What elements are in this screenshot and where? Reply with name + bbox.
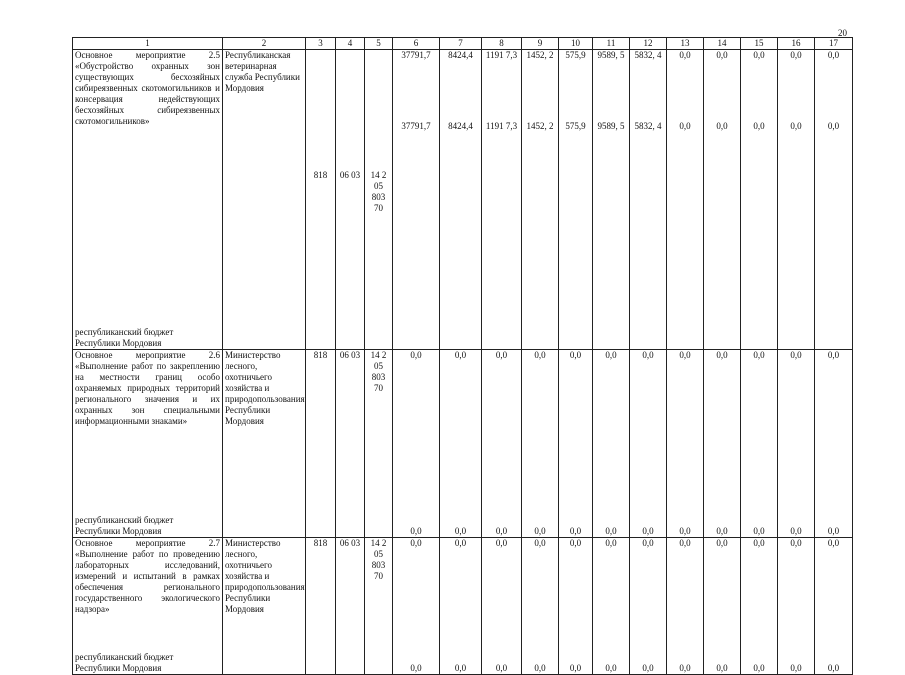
code-col-4: 06 03 [336, 50, 365, 350]
value-budget: 0,0 [753, 526, 765, 536]
value-budget: 0,0 [495, 526, 508, 536]
header-col-6: 6 [393, 38, 440, 50]
value-total: 0,0 [679, 350, 691, 360]
value-budget: 0,0 [679, 121, 691, 131]
value-cell-col-11 [593, 538, 630, 675]
value-budget: 0,0 [716, 121, 728, 131]
value-budget: 0,0 [534, 526, 546, 536]
executor-cell: Министерство лесного, охотничьего хозяйства и природопользования Республики Мордовия [223, 538, 306, 675]
value-total: 0,0 [534, 350, 546, 360]
header-col-12: 12 [630, 38, 667, 50]
value-total: 1191 7,3 [485, 50, 518, 60]
value-budget: 37791,7 [401, 121, 431, 131]
header-col-13: 13 [667, 38, 704, 50]
header-col-11: 11 [593, 38, 630, 50]
header-col-17: 17 [815, 38, 853, 50]
value-cell-col-6 [393, 538, 440, 675]
value-total: 0,0 [495, 538, 508, 548]
table-row [73, 50, 853, 350]
header-col-8: 8 [482, 38, 522, 50]
value-cell-col-11 [593, 50, 630, 350]
value-budget: 0,0 [716, 663, 728, 673]
value-budget: 0,0 [569, 663, 582, 673]
executor-cell: Республиканская ветеринарная служба Республики Мордовия [223, 50, 306, 350]
code-col-5: 14 2 05 803 70 [365, 350, 393, 538]
value-total: 37791,7 [401, 50, 431, 60]
value-cell-col-17 [815, 350, 853, 538]
activity-name-cell [73, 350, 223, 538]
value-budget: 8424,4 [448, 121, 473, 131]
value-cell-col-16 [778, 538, 815, 675]
value-total: 0,0 [679, 538, 691, 548]
value-budget: 0,0 [827, 663, 840, 673]
value-budget: 0,0 [827, 526, 840, 536]
value-total: 0,0 [716, 50, 728, 60]
value-budget: 0,0 [642, 663, 654, 673]
value-budget: 0,0 [753, 121, 765, 131]
value-cell-col-9 [522, 350, 559, 538]
value-total: 0,0 [642, 538, 654, 548]
value-cell-col-8 [482, 350, 522, 538]
value-cell-col-13 [667, 50, 704, 350]
value-budget: 0,0 [716, 526, 728, 536]
value-cell-col-11 [593, 350, 630, 538]
value-total: 0,0 [716, 350, 728, 360]
code-col-3: 818 [306, 538, 336, 675]
budget-table [72, 37, 853, 675]
header-col-4: 4 [336, 38, 365, 50]
value-total: 0,0 [454, 350, 467, 360]
value-total: 5832, 4 [634, 50, 662, 60]
table-row [73, 350, 853, 538]
value-budget: 0,0 [790, 121, 802, 131]
value-total: 0,0 [790, 50, 802, 60]
value-cell-col-15 [741, 538, 778, 675]
budget-source: республиканский бюджет Республики Мордовия [75, 515, 174, 536]
header-col-15: 15 [741, 38, 778, 50]
code-col-4: 06 03 [336, 538, 365, 675]
activity-name: Основное мероприятие 2.6 «Выполнение работ по закреплению на местности границ особо охраняемых природных территорий регионального значения и их охранных зон специальными информационными знаками» [75, 350, 220, 426]
value-budget: 0,0 [753, 663, 765, 673]
value-budget: 0,0 [410, 526, 422, 536]
value-total: 0,0 [790, 350, 802, 360]
header-col-2: 2 [223, 38, 306, 50]
value-cell-col-7 [440, 538, 482, 675]
value-budget: 0,0 [827, 121, 840, 131]
value-cell-col-8 [482, 538, 522, 675]
value-total: 8424,4 [448, 50, 473, 60]
header-col-14: 14 [704, 38, 741, 50]
activity-name-cell [73, 538, 223, 675]
value-cell-col-10 [559, 350, 593, 538]
value-total: 0,0 [605, 538, 617, 548]
value-total: 0,0 [679, 50, 691, 60]
value-total: 0,0 [410, 350, 422, 360]
header-col-9: 9 [522, 38, 559, 50]
value-cell-col-15 [741, 350, 778, 538]
value-cell-col-14 [704, 50, 741, 350]
value-total: 575,9 [565, 50, 586, 60]
value-budget: 0,0 [454, 526, 467, 536]
value-cell-col-16 [778, 350, 815, 538]
header-col-7: 7 [440, 38, 482, 50]
value-budget: 575,9 [565, 121, 586, 131]
table-row [73, 538, 853, 675]
budget-source: республиканский бюджет Республики Мордовия [75, 327, 174, 348]
value-budget: 0,0 [679, 526, 691, 536]
budget-source: республиканский бюджет Республики Мордовия [75, 652, 174, 673]
value-total: 0,0 [569, 538, 582, 548]
value-budget: 1452, 2 [526, 121, 554, 131]
value-budget: 0,0 [605, 663, 617, 673]
value-budget: 0,0 [642, 526, 654, 536]
value-cell-col-12 [630, 538, 667, 675]
value-total: 0,0 [569, 350, 582, 360]
value-total: 9589, 5 [597, 50, 625, 60]
value-budget: 0,0 [454, 663, 467, 673]
value-cell-col-17 [815, 538, 853, 675]
header-col-1: 1 [73, 38, 223, 50]
value-cell-col-13 [667, 350, 704, 538]
value-cell-col-9 [522, 50, 559, 350]
value-total: 0,0 [790, 538, 802, 548]
value-total: 0,0 [454, 538, 467, 548]
value-cell-col-15 [741, 50, 778, 350]
value-total: 0,0 [827, 538, 840, 548]
value-budget: 0,0 [679, 663, 691, 673]
activity-name: Основное мероприятие 2.5 «Обустройство охранных зон существующих бесхозяйных сибиреязвенных скотомогильников и консервация недействующих бесхозяйных сибиреязвенных скотомогильников» [75, 50, 220, 126]
value-cell-col-13 [667, 538, 704, 675]
value-cell-col-10 [559, 50, 593, 350]
value-total: 0,0 [753, 50, 765, 60]
value-cell-col-7 [440, 350, 482, 538]
value-budget: 0,0 [534, 663, 546, 673]
header-col-3: 3 [306, 38, 336, 50]
value-total: 0,0 [716, 538, 728, 548]
value-cell-col-16 [778, 50, 815, 350]
code-col-5: 14 2 05 803 70 [365, 50, 393, 350]
value-budget: 5832, 4 [634, 121, 662, 131]
value-total: 0,0 [753, 350, 765, 360]
header-col-16: 16 [778, 38, 815, 50]
value-budget: 0,0 [790, 663, 802, 673]
value-cell-col-8 [482, 50, 522, 350]
value-cell-col-6 [393, 350, 440, 538]
value-budget: 9589, 5 [597, 121, 625, 131]
header-col-10: 10 [559, 38, 593, 50]
code-col-3: 818 [306, 50, 336, 350]
value-cell-col-12 [630, 50, 667, 350]
page-number: 20 [838, 28, 847, 38]
value-budget: 0,0 [605, 526, 617, 536]
activity-name: Основное мероприятие 2.7 «Выполнение работ по проведению лабораторных исследований, измерений и испытаний в рамках обеспечения регионального государственного экологического надзора» [75, 538, 220, 614]
value-cell-col-14 [704, 350, 741, 538]
value-total: 0,0 [534, 538, 546, 548]
code-col-4: 06 03 [336, 350, 365, 538]
header-row [73, 38, 853, 50]
value-total: 0,0 [827, 50, 840, 60]
value-cell-col-17 [815, 50, 853, 350]
code-col-3: 818 [306, 350, 336, 538]
value-cell-col-10 [559, 538, 593, 675]
value-total: 0,0 [410, 538, 422, 548]
value-cell-col-7 [440, 50, 482, 350]
value-budget: 0,0 [410, 663, 422, 673]
value-total: 0,0 [495, 350, 508, 360]
value-budget: 0,0 [495, 663, 508, 673]
value-cell-col-14 [704, 538, 741, 675]
value-total: 0,0 [827, 350, 840, 360]
value-cell-col-12 [630, 350, 667, 538]
value-budget: 0,0 [790, 526, 802, 536]
value-total: 0,0 [642, 350, 654, 360]
code-col-5: 14 2 05 803 70 [365, 538, 393, 675]
activity-name-cell [73, 50, 223, 350]
header-col-5: 5 [365, 38, 393, 50]
value-total: 0,0 [605, 350, 617, 360]
value-cell-col-9 [522, 538, 559, 675]
value-total: 0,0 [753, 538, 765, 548]
value-cell-col-6 [393, 50, 440, 350]
value-budget: 1191 7,3 [485, 121, 518, 131]
value-budget: 0,0 [569, 526, 582, 536]
executor-cell: Министерство лесного, охотничьего хозяйства и природопользования Республики Мордовия [223, 350, 306, 538]
value-total: 1452, 2 [526, 50, 554, 60]
